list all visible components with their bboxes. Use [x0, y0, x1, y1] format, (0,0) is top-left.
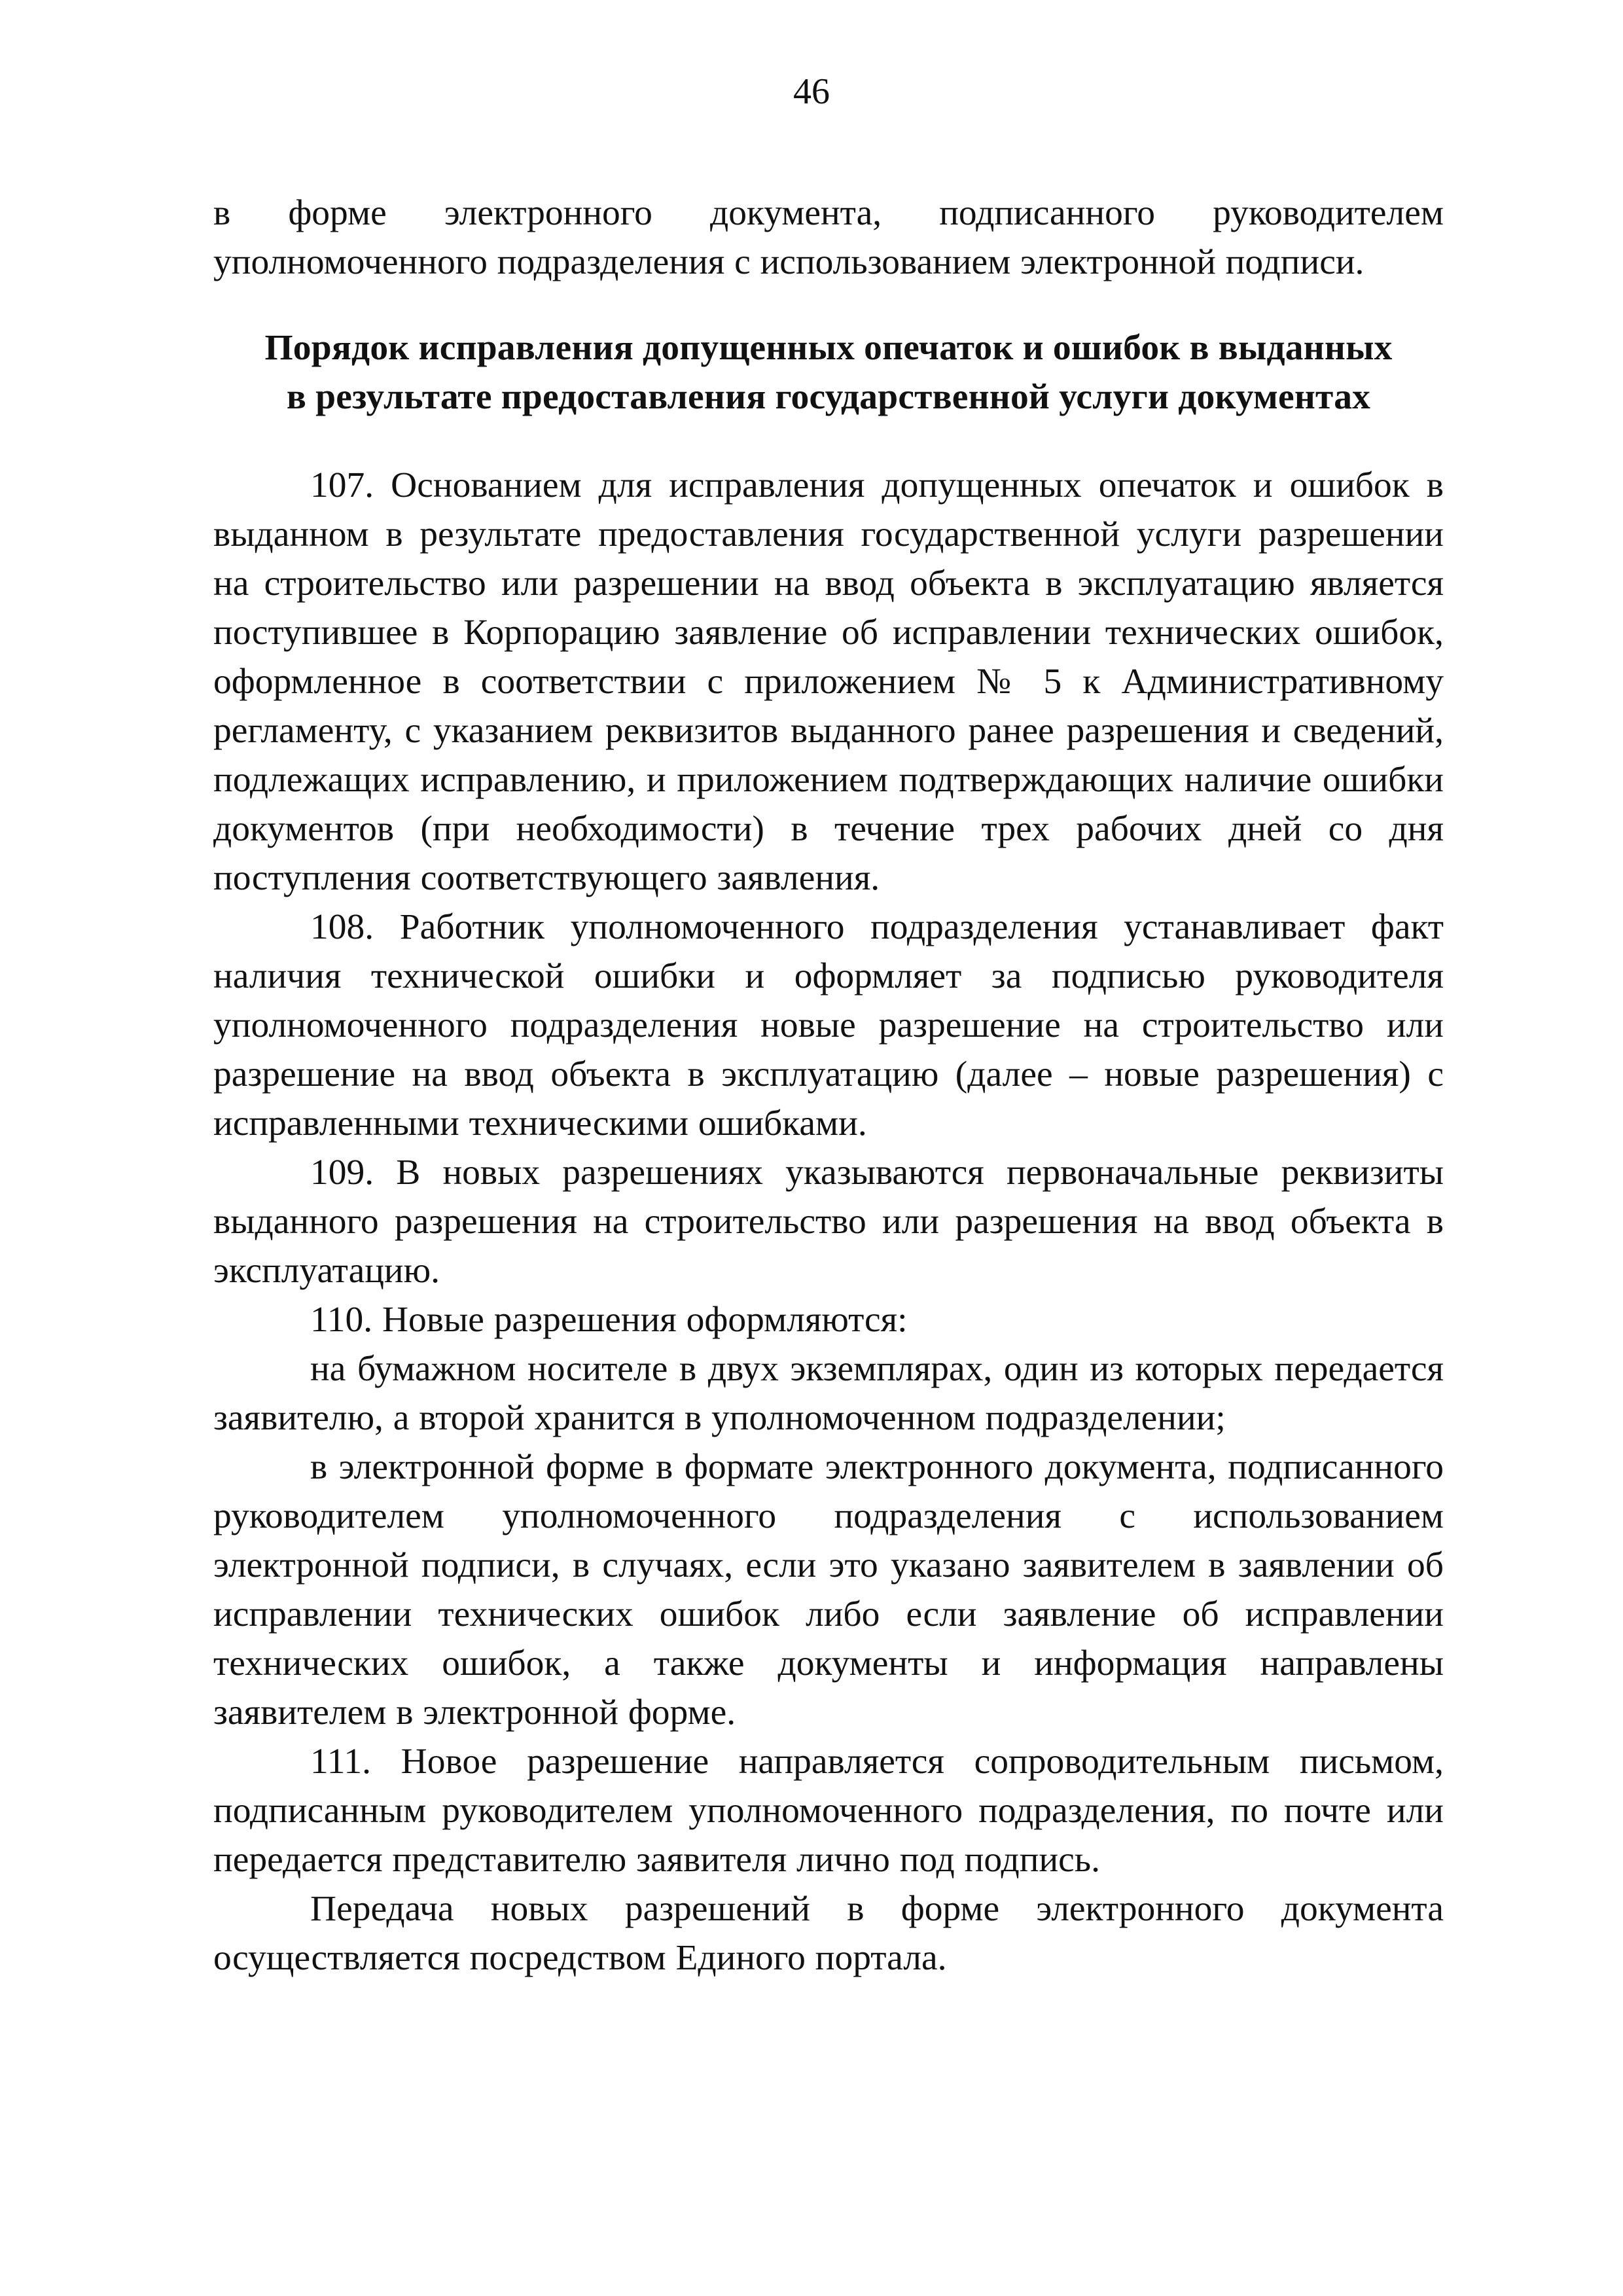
paragraph-108: 108. Работник уполномоченного подразделения устанавливает факт наличия технической ошибки и оформляет за подписью руководителя уполномоченного подразделения новые разрешение на строительство или разрешение на ввод объекта в эксплуатацию (далее – новые разрешения) с исправленными техническими ошибками.	[213, 907, 1444, 1143]
section-heading-line-2: в результате предоставления государственной услуги документах	[286, 377, 1371, 417]
paragraph-110: 110. Новые разрешения оформляются:	[310, 1300, 908, 1340]
page-content	[213, 188, 1444, 1982]
paragraph-111: 111. Новое разрешение направляется сопроводительным письмом, подписанным руководителем уполномоченного подразделения, по почте или передается представителю заявителя лично под подпись.	[213, 1742, 1444, 1880]
section-heading	[213, 323, 1444, 422]
paragraph-transfer: Передача новых разрешений в форме электронного документа осуществляется посредством Единого портала.	[213, 1889, 1444, 1978]
paragraph-107: 107. Основанием для исправления допущенных опечаток и ошибок в выданном в результате предоставления государственной услуги разрешении на строительство или разрешении на ввод объекта в эксплуатацию является поступившее в Корпорацию заявление об исправлении технических ошибок, оформленное в соответствии с приложением № 5 к Административному регламенту, с указанием реквизитов выданного ранее разрешения и сведений, подлежащих исправлению, и приложением подтверждающих наличие ошибки документов (при необходимости) в течение трех рабочих дней со дня поступления соответствующего заявления.	[213, 465, 1444, 898]
paragraph-109: 109. В новых разрешениях указываются первоначальные реквизиты выданного разрешения на строительство или разрешения на ввод объекта в эксплуатацию.	[213, 1153, 1444, 1291]
page-number: 46	[793, 71, 830, 112]
intro-paragraph: в форме электронного документа, подписанного руководителем уполномоченного подразделения с использованием электронной подписи.	[213, 193, 1444, 282]
paragraph-electronic-copy: в электронной форме в формате электронного документа, подписанного руководителем уполномоченного подразделения с использованием электронной подписи, в случаях, если это указано заявителем в заявлении об исправлении технических ошибок либо если заявление об исправлении технических ошибок, а также документы и информация направлены заявителем в электронной форме.	[213, 1447, 1444, 1732]
section-heading-line-1: Порядок исправления допущенных опечаток и ошибок в выданных	[264, 328, 1393, 368]
paragraph-paper-copy: на бумажном носителе в двух экземплярах, один из которых передается заявителю, а второй хранится в уполномоченном подразделении;	[213, 1349, 1444, 1438]
